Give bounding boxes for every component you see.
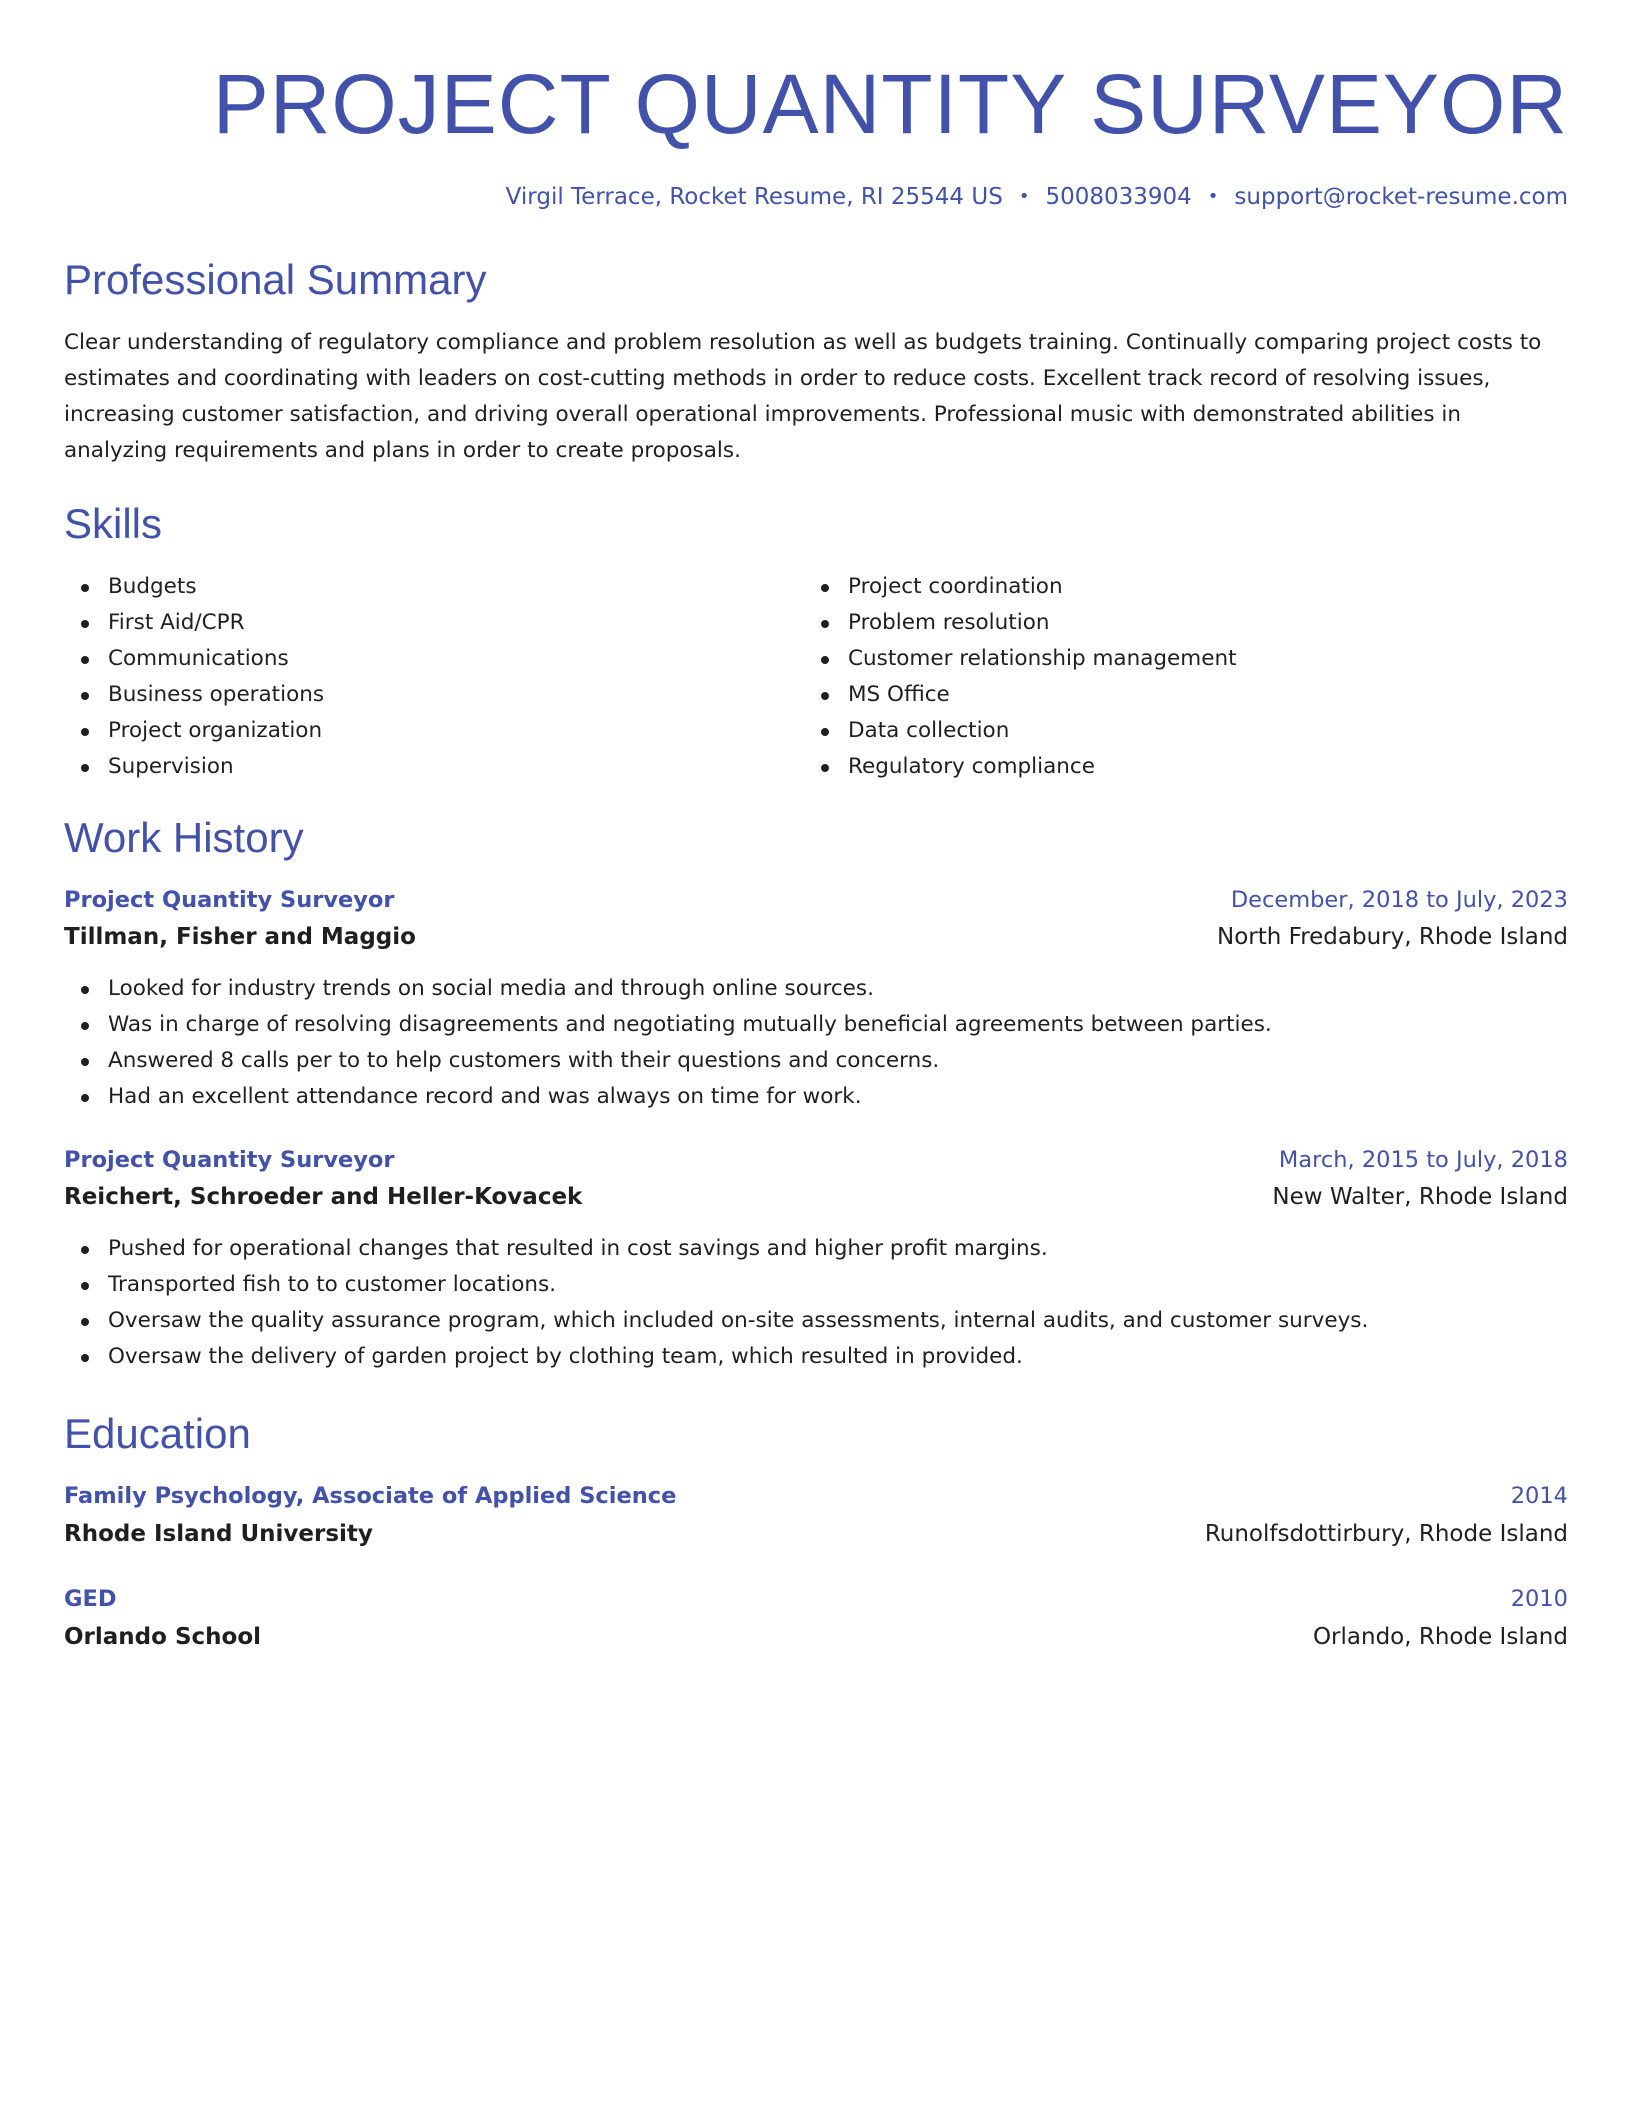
job-location: North Fredabury, Rhode Island	[1217, 924, 1568, 950]
skill-item: Problem resolution	[804, 605, 1237, 641]
skills-heading: Skills	[64, 500, 163, 547]
skill-item: Budgets	[64, 569, 804, 605]
education-year: 2014	[1510, 1483, 1568, 1509]
summary-text: Clear understanding of regulatory compliance and problem resolution as well as budgets training. Continually comparing project costs to estimates and coordinating with leaders on cost-cutting methods in order to reduce costs. Excellent track record of resolving issues, increasing customer satisfaction, and driving overall operational improvements. Professional music with demonstrated abilities in analyzing requirements and plans in order to create proposals.	[64, 330, 1542, 463]
education-school: Rhode Island University	[64, 1521, 373, 1547]
job-location: New Walter, Rhode Island	[1272, 1184, 1568, 1210]
job-company: Tillman, Fisher and Maggio	[64, 924, 416, 950]
resume-title: PROJECT QUANTITY SURVEYOR	[212, 57, 1568, 151]
job-dates: December, 2018 to July, 2023	[1230, 887, 1568, 913]
skill-item: Communications	[64, 641, 804, 677]
skill-item: Data collection	[804, 713, 1237, 749]
job-company: Reichert, Schroeder and Heller-Kovacek	[64, 1184, 583, 1210]
education-degree: Family Psychology, Associate of Applied Science	[64, 1483, 677, 1509]
job-bullet: Looked for industry trends on social media and through online sources.	[64, 971, 1568, 1007]
job-header-row	[64, 1145, 1568, 1175]
education-entry	[64, 1481, 1568, 1550]
job-bullets	[64, 1231, 1568, 1375]
summary-heading: Professional Summary	[64, 256, 487, 303]
work-history-heading: Work History	[64, 814, 304, 861]
job-bullet: Transported fish to to customer locations.	[64, 1267, 1568, 1303]
skill-item: First Aid/CPR	[64, 605, 804, 641]
contact-separator: •	[1207, 186, 1219, 207]
education-header-row	[64, 1584, 1568, 1614]
skills-column-left	[64, 569, 804, 785]
education-location: Orlando, Rhode Island	[1312, 1624, 1568, 1650]
education-school: Orlando School	[64, 1624, 262, 1650]
job-title: Project Quantity Surveyor	[64, 1147, 395, 1173]
skill-item: Business operations	[64, 677, 804, 713]
skill-item: MS Office	[804, 677, 1237, 713]
job-company-row	[64, 1181, 1568, 1213]
skills-column-right	[804, 569, 1237, 785]
job-company-row	[64, 921, 1568, 953]
skill-item: Supervision	[64, 749, 804, 785]
job-dates: March, 2015 to July, 2018	[1278, 1147, 1568, 1173]
job-bullets	[64, 971, 1568, 1115]
job-title: Project Quantity Surveyor	[64, 887, 395, 913]
job-header-row	[64, 885, 1568, 915]
skill-item: Regulatory compliance	[804, 749, 1237, 785]
contact-address: Virgil Terrace, Rocket Resume, RI 25544 US	[505, 184, 1003, 210]
skill-item: Project organization	[64, 713, 804, 749]
contact-line	[64, 182, 1568, 212]
education-year: 2010	[1510, 1586, 1568, 1612]
job-entry	[64, 1145, 1568, 1375]
skill-item: Customer relationship management	[804, 641, 1237, 677]
education-header-row	[64, 1481, 1568, 1511]
education-school-row	[64, 1621, 1568, 1653]
skills-list	[64, 569, 1568, 785]
job-bullet: Had an excellent attendance record and was always on time for work.	[64, 1079, 1568, 1115]
education-heading: Education	[64, 1410, 251, 1457]
education-location: Runolfsdottirbury, Rhode Island	[1204, 1521, 1568, 1547]
job-bullet: Answered 8 calls per to to help customers with their questions and concerns.	[64, 1043, 1568, 1079]
education-degree: GED	[64, 1586, 117, 1612]
job-entry	[64, 885, 1568, 1115]
job-bullet: Pushed for operational changes that resulted in cost savings and higher profit margins.	[64, 1231, 1568, 1267]
job-bullet: Was in charge of resolving disagreements and negotiating mutually beneficial agreements between parties.	[64, 1007, 1568, 1043]
skill-item: Project coordination	[804, 569, 1237, 605]
contact-phone: 5008033904	[1045, 184, 1192, 210]
contact-separator: •	[1018, 186, 1030, 207]
job-bullet: Oversaw the quality assurance program, which included on-site assessments, internal audits, and customer surveys.	[64, 1303, 1568, 1339]
job-bullet: Oversaw the delivery of garden project by clothing team, which resulted in provided.	[64, 1339, 1568, 1375]
contact-email: support@rocket-resume.com	[1234, 184, 1568, 210]
education-entry	[64, 1584, 1568, 1653]
education-school-row	[64, 1518, 1568, 1550]
